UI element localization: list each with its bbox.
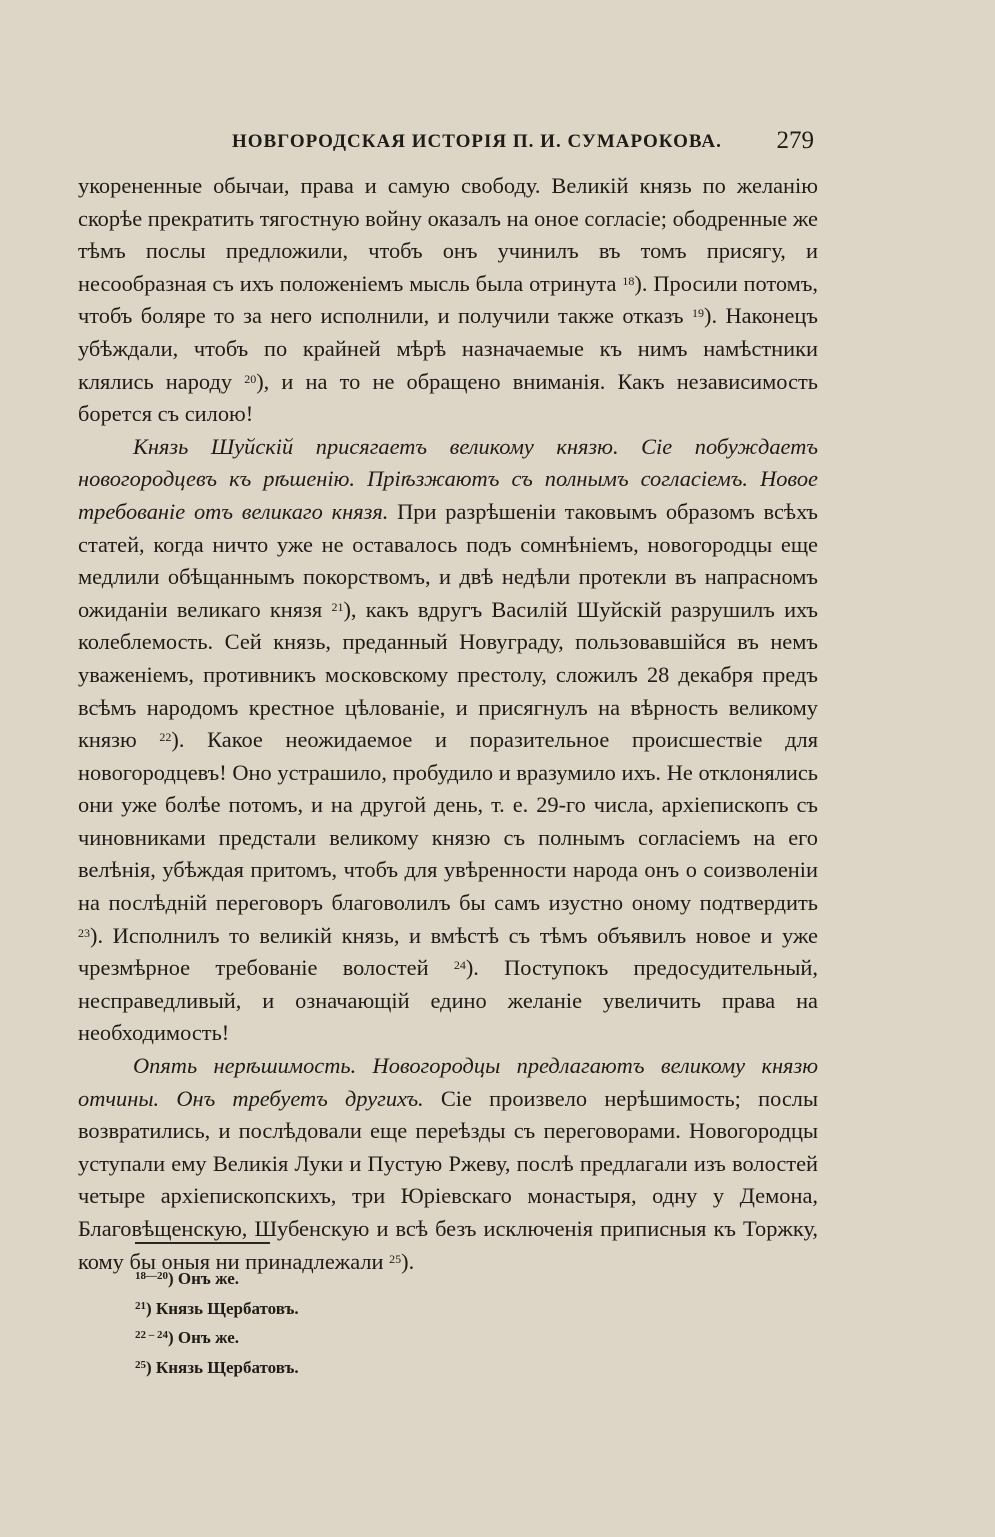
- paragraph-text: ). Наконецъ убѣждали, чтобъ по крайней мѣрѣ назначаемые къ нимъ намѣстники клялись народу: [78, 303, 818, 394]
- footnote-reference: 19: [692, 306, 704, 321]
- footnote: [135, 1294, 635, 1324]
- footnote-rule: [135, 1242, 270, 1244]
- footnote: [135, 1264, 635, 1294]
- footnote-reference: 20: [244, 371, 257, 386]
- footnote-reference: 25: [389, 1251, 402, 1266]
- page-header: [78, 127, 818, 161]
- footnote: [135, 1323, 635, 1353]
- paragraph-text: ). Исполнилъ то великій князь, и вмѣстѣ съ тѣмъ объявилъ новое и уже чрезмѣрное требованіе волостей: [78, 922, 818, 981]
- paragraph-text: ), какъ вдругъ Василій Шуйскій разрушилъ ихъ колеблемость. Сей князь, преданный Новуграду, пользовавшійся въ немъ уваженіемъ, противникъ московскому престолу, сложилъ 28 декабря предъ всѣмъ народомъ крестное цѣлованіе, и присягнулъ на вѣрность великому князю: [78, 596, 818, 753]
- footnote-text: ) Онъ же.: [168, 1269, 239, 1288]
- body-text: [78, 170, 818, 1278]
- footnote: [135, 1353, 635, 1383]
- paragraph-text: Сіе произвело нерѣшимость; послы возвратились, и послѣдовали еще переѣзды съ переговорами. Новогородцы уступали ему Великія Луки и Пустую Ржеву, послѣ предлагали изъ волостей четыре архіепископскихъ, три Юріевскаго монастыря, одну у Демона, Благовѣщенскую, Шубенскую и всѣ безъ исключенія приписныя къ Торжку, кому бы оныя ни принадлежали: [78, 1085, 818, 1274]
- page-number: 279: [776, 127, 814, 154]
- footnote-reference: 24: [453, 958, 466, 973]
- footnote-number: 21: [135, 1299, 146, 1312]
- footnotes: [135, 1264, 635, 1382]
- paragraph-text: ).: [401, 1248, 415, 1274]
- footnote-text: ) Онъ же.: [168, 1328, 239, 1347]
- footnote-reference: 21: [331, 599, 344, 614]
- footnote-reference: 18: [622, 273, 635, 288]
- footnote-text: ) Князь Щербатовъ.: [146, 1357, 299, 1377]
- running-title: НОВГОРОДСКАЯ ИСТОРІЯ П. И. СУМАРОКОВА.: [232, 131, 722, 152]
- paragraph-text: ). Просили потомъ, чтобъ боляре то за него исполнили, и получили также отказъ: [78, 270, 818, 329]
- paragraph: [78, 431, 818, 1050]
- marginal-summary: Князь Шуйскій присягаетъ великому князю. Сіе побуждаетъ новогородцевъ къ рѣшенію. Пріѣзжаютъ съ полнымъ согласіемъ. Новое требованіе отъ великаго князя.: [78, 433, 818, 524]
- footnote-text: ) Князь Щербатовъ.: [146, 1298, 299, 1318]
- marginal-summary: Опять нерѣшимость. Новогородцы предлагаютъ великому князю отчины. Онъ требуетъ другихъ.: [78, 1053, 818, 1111]
- footnote-reference: 22: [159, 730, 172, 745]
- paragraph-text: При разрѣшеніи таковымъ образомъ всѣхъ статей, когда ничто уже не оставалось подъ сомнѣніемъ, новогородцы еще медлили обѣщаннымъ покорствомъ, и двѣ недѣли протекли въ напрасномъ ожиданіи великаго князя: [78, 498, 819, 622]
- footnote-number: 25: [135, 1358, 146, 1371]
- paragraph-text: укорененные обычаи, права и самую свободу. Великій князь по желанію скорѣе прекратить тягостную войну оказалъ на оное согласіе; ободренные же тѣмъ послы предложили, чтобъ онъ учинилъ въ томъ присягу, и несообразная съ ихъ положеніемъ мысль была отринута: [78, 173, 818, 296]
- paragraph-text: ), и на то не обращено вниманія. Какъ независимость борется съ силою!: [78, 368, 818, 427]
- footnote-number: 22 – 24: [135, 1329, 168, 1341]
- footnote-reference: 23: [78, 925, 90, 940]
- paragraph-text: ). Поступокъ предосудительный, несправедливый, и означающій едино желаніе увеличить права на необходимость!: [78, 955, 818, 1046]
- paragraph: [78, 170, 818, 431]
- footnote-number: 18—20: [135, 1270, 168, 1282]
- paragraph-text: ). Какое неожидаемое и поразительное происшествіе для новогородцевъ! Оно устрашило, пробудило и вразумило ихъ. Не отклонялись они уже болѣе потомъ, и на другой день, т. е. 29-го числа, архіепископъ съ чиновниками предстали великому князю съ полнымъ согласіемъ на его велѣнія, убѣждая притомъ, чтобъ для увѣренности народа онъ о соизволеніи на послѣдній переговоръ благоволилъ бы самъ изустно оному подтвердить: [78, 727, 818, 916]
